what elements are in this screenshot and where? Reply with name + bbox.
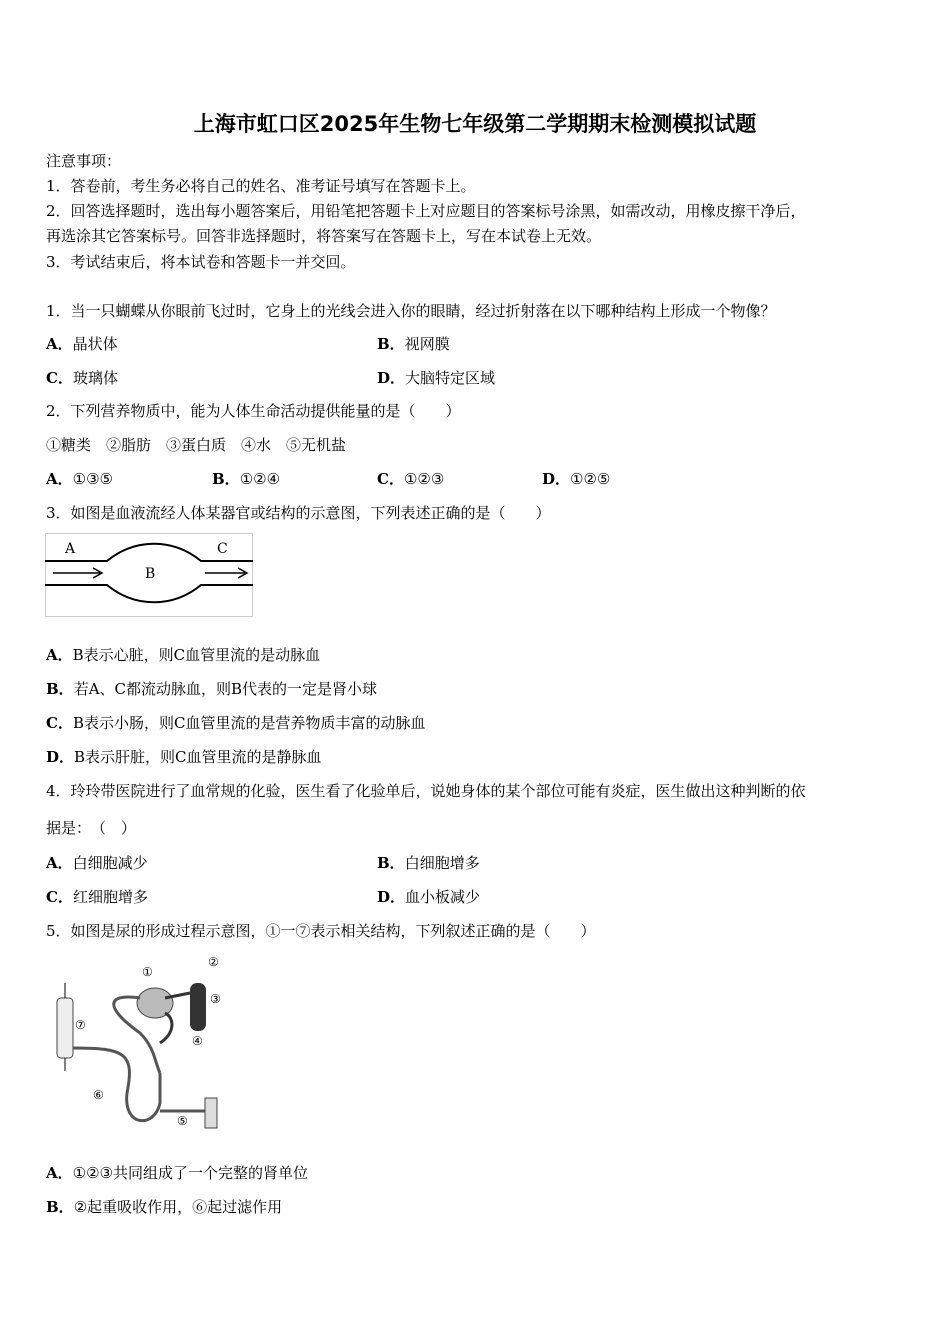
- question-stem: 3．如图是血液流经人体某器官或结构的示意图，下列表述正确的是（ ）: [46, 504, 551, 522]
- answer-option: [46, 1197, 282, 1217]
- answer-option: [46, 679, 377, 699]
- option-letter: A．: [46, 854, 73, 872]
- option-letter: A．: [46, 646, 73, 664]
- option-letter: A．: [46, 335, 73, 353]
- option-letter: D．: [377, 888, 406, 906]
- svg-text:③: ③: [210, 992, 221, 1006]
- notice-item: 1．答卷前，考生务必将自己的姓名、准考证号填写在答题卡上。: [46, 177, 476, 195]
- answer-option: [377, 887, 480, 907]
- label-b: B: [145, 566, 156, 582]
- answer-option: [377, 469, 444, 489]
- option-text: 白细胞减少: [72, 854, 148, 872]
- option-text: 视网膜: [404, 335, 450, 353]
- blood-flow-diagram: [45, 533, 255, 618]
- answer-option: [46, 887, 148, 907]
- answer-option: [46, 469, 113, 489]
- answer-option: [46, 645, 320, 665]
- answer-option: [212, 469, 280, 489]
- answer-option: [46, 1163, 308, 1183]
- question-stem: 据是： （ ）: [46, 819, 137, 837]
- option-text: ①②④: [239, 470, 281, 488]
- option-text: B表示肝脏，则C血管里流的是静脉血: [74, 748, 322, 766]
- option-text: ①②③: [403, 470, 445, 488]
- option-text: 血小板减少: [405, 888, 481, 906]
- svg-text:⑥: ⑥: [93, 1088, 104, 1102]
- question-stem: 1．当一只蝴蝶从你眼前飞过时，它身上的光线会进入你的眼睛，经过折射落在以下哪种结构上形成一个物像？: [46, 302, 776, 320]
- answer-option: [46, 747, 322, 767]
- option-text: ①②⑤: [570, 470, 611, 488]
- option-letter: C．: [377, 470, 404, 488]
- option-text: ①②③共同组成了一个完整的肾单位: [72, 1164, 308, 1182]
- option-letter: C．: [46, 369, 73, 387]
- svg-text:⑤: ⑤: [177, 1114, 188, 1128]
- option-letter: B．: [46, 1198, 74, 1216]
- option-letter: B．: [377, 335, 405, 353]
- page-title: 上海市虹口区2025年生物七年级第二学期期末检测模拟试题: [193, 112, 757, 136]
- svg-text:④: ④: [192, 1034, 203, 1048]
- option-letter: D．: [542, 470, 571, 488]
- option-letter: B．: [377, 854, 405, 872]
- option-text: 大脑特定区域: [405, 369, 496, 387]
- question-stem: 4．玲玲带医院进行了血常规的化验，医生看了化验单后，说她身体的某个部位可能有炎症，医生做出这种判断的依: [46, 782, 806, 800]
- option-letter: A．: [46, 470, 73, 488]
- option-text: 玻璃体: [72, 369, 118, 387]
- svg-text:⑦: ⑦: [75, 1018, 86, 1032]
- option-text: B表示小肠，则C血管里流的是营养物质丰富的动脉血: [72, 714, 426, 732]
- answer-option: [46, 334, 118, 354]
- nephron-diagram: [45, 953, 235, 1138]
- notice-item: 3．考试结束后，将本试卷和答题卡一并交回。: [46, 253, 356, 271]
- option-text: B表示心脏，则C血管里流的是动脉血: [72, 646, 321, 664]
- svg-text:②: ②: [208, 955, 219, 969]
- answer-option: [542, 469, 610, 489]
- question-stem: 2．下列营养物质中，能为人体生命活动提供能量的是（ ）: [46, 402, 461, 420]
- option-text: ②起重吸收作用，⑥起过滤作用: [73, 1198, 283, 1216]
- option-text: ①③⑤: [72, 470, 113, 488]
- option-letter: C．: [46, 888, 73, 906]
- option-letter: B．: [46, 680, 74, 698]
- answer-option: [377, 853, 480, 873]
- option-letter: D．: [377, 369, 406, 387]
- question-stem: 5．如图是尿的形成过程示意图，①一⑦表示相关结构，下列叙述正确的是（ ）: [46, 922, 596, 940]
- notice-item: 再选涂其它答案标号。回答非选择题时，将答案写在答题卡上，写在本试卷上无效。: [46, 227, 602, 245]
- option-text: 晶状体: [72, 335, 118, 353]
- answer-option: [377, 334, 450, 354]
- notice-item: 2．回答选择题时，选出每小题答案后，用铅笔把答题卡上对应题目的答案标号涂黑，如需改动，用橡皮擦干净后，: [46, 202, 806, 220]
- answer-option: [377, 368, 495, 388]
- notice-heading: 注意事项：: [46, 152, 122, 170]
- label-a: A: [65, 541, 76, 557]
- option-letter: D．: [46, 748, 75, 766]
- svg-text:①: ①: [142, 965, 153, 979]
- option-letter: A．: [46, 1164, 73, 1182]
- label-c: C: [217, 541, 228, 557]
- answer-option: [46, 853, 148, 873]
- question-choices: ①糖类 ②脂肪 ③蛋白质 ④水 ⑤无机盐: [46, 436, 347, 454]
- answer-option: [46, 368, 118, 388]
- option-letter: C．: [46, 714, 73, 732]
- answer-option: [46, 713, 425, 733]
- option-letter: B．: [212, 470, 240, 488]
- option-text: 红细胞增多: [72, 888, 148, 906]
- option-text: 若A、C都流动脉血，则B代表的一定是肾小球: [73, 680, 378, 698]
- option-text: 白细胞增多: [404, 854, 480, 872]
